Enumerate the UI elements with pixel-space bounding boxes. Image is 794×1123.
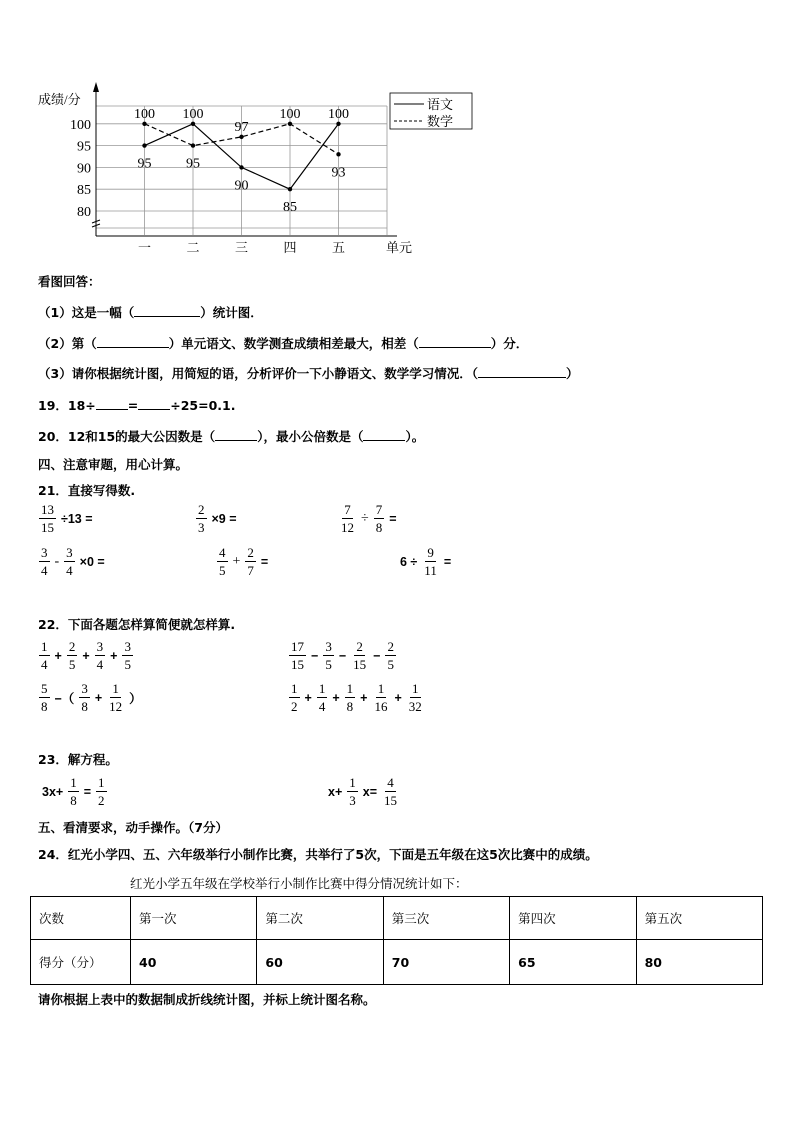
question-23-title: 23．解方程。 [38, 752, 118, 767]
data-point [191, 143, 195, 147]
table-cell: 80 [636, 940, 762, 985]
question-22-title: 22．下面各题怎样算简便就怎样算. [38, 617, 236, 632]
calc-item: $\frac{7}{12}$ ÷ $\frac{7}{8}$ = [341, 502, 397, 535]
data-label: 85 [283, 200, 297, 216]
section-4-heading: 四、注意审题，用心计算。 [38, 457, 189, 472]
data-label: 93 [331, 165, 346, 181]
fraction: $\frac{1}{8}$ [346, 681, 354, 714]
fraction: $\frac{1}{2}$ [291, 681, 298, 714]
table-cell: 第一次 [131, 897, 257, 940]
expression-2 [288, 640, 397, 671]
fraction: $\frac{3}{4}$ [96, 639, 104, 672]
q18-part2: （2）第（ ）单元语文、数学测查成绩相差最大，相差（ ）分． [38, 336, 529, 351]
operator: + [82, 648, 90, 663]
table-cell: 第三次 [383, 897, 509, 940]
data-point [336, 122, 340, 126]
table-title: 红光小学五年级在学校举行小制作比赛中得分情况统计如下： [130, 876, 468, 891]
legend-label: 语文 [427, 97, 454, 112]
fraction: $\frac{3}{5}$ [124, 639, 131, 672]
data-label: 90 [234, 178, 249, 194]
operator: 3x+ [42, 784, 64, 799]
table-cell: 40 [131, 940, 257, 985]
fraction: $\frac{1}{4}$ [318, 681, 326, 714]
table-cell: 65 [510, 940, 636, 985]
x-axis-label: 单元 [385, 240, 413, 255]
table-cell: 60 [257, 940, 383, 985]
operator: + [304, 690, 312, 705]
data-point [191, 122, 195, 126]
fraction: $\frac{1}{8}$ [70, 775, 77, 808]
fraction: $\frac{1}{4}$ [41, 639, 48, 672]
question-20: 20．12和15的最大公因数是（ ），最小公倍数是（ ）。 [38, 429, 425, 444]
calc-item: $\frac{3}{4}$ - $\frac{3}{4}$ ×0 = [41, 545, 105, 578]
table-cell: 得分（分） [31, 940, 131, 985]
fraction: $\frac{1}{32}$ [408, 681, 422, 714]
fraction: $\frac{1}{2}$ [98, 775, 105, 808]
operator: + [332, 690, 340, 705]
x-tick-label: 四 [283, 240, 297, 255]
table-cell: 第二次 [257, 897, 383, 940]
data-point [142, 122, 146, 126]
operator: + [54, 648, 62, 663]
expression-4 [288, 682, 425, 713]
operator: = [83, 784, 92, 799]
legend-label: 数学 [427, 114, 454, 129]
data-label: 100 [279, 106, 301, 122]
x-tick-label: 二 [186, 240, 200, 255]
data-point [142, 143, 146, 147]
data-label: 97 [234, 119, 249, 135]
operator: x= [362, 784, 378, 799]
fraction: $\frac{5}{8}$ [41, 681, 48, 714]
question-24-instruction: 请你根据上表中的数据制成折线统计图，并标上统计图名称。 [38, 992, 376, 1007]
calc-item: 6 ÷ $\frac{9}{11}$ = [400, 545, 452, 578]
y-tick-label: 95 [77, 139, 91, 155]
operator: −（ [54, 691, 75, 706]
expression-1 [38, 640, 134, 671]
y-axis-arrow [93, 82, 99, 92]
operator: − [311, 648, 319, 663]
data-label: 100 [328, 106, 349, 122]
data-label: 95 [186, 156, 200, 172]
table-cell: 次数 [31, 897, 131, 940]
operator: + [360, 690, 368, 705]
table-cell: 第五次 [636, 897, 762, 940]
x-tick-label: 五 [331, 240, 346, 255]
calc-item: $\frac{2}{3}$ ×9 = [198, 502, 237, 535]
fraction: $\frac{2}{5}$ [387, 639, 394, 672]
fraction: $\frac{3}{8}$ [81, 681, 88, 714]
y-tick-label: 85 [77, 183, 91, 199]
data-point [239, 135, 243, 139]
fraction: $\frac{4}{15}$ [384, 775, 398, 808]
table-cell: 第四次 [510, 897, 636, 940]
score-line-chart [0, 0, 480, 265]
q18-part3: （3）请你根据统计图，用简短的语，分析评价一下小静语文、数学学习情况．（ ） [38, 366, 579, 381]
table-cell: 70 [383, 940, 509, 985]
data-point [239, 165, 243, 169]
q18-part1: （1）这是一幅（ ）统计图． [38, 305, 263, 320]
equation-1 [38, 776, 108, 807]
operator: − [373, 648, 381, 663]
y-tick-label: 100 [70, 117, 91, 133]
equation-2 [324, 776, 400, 807]
fraction: $\frac{3}{5}$ [325, 639, 332, 672]
fraction: $\frac{1}{3}$ [349, 775, 356, 808]
y-axis-label: 成绩/分 [38, 92, 81, 107]
question-19: 19．18÷ = ÷25=0.1. [38, 398, 236, 413]
operator: ） [129, 691, 142, 706]
question-24-intro: 24．红光小学四、五、六年级举行小制作比赛，共举行了5次，下面是五年级在这5次比赛中的成绩。 [38, 847, 598, 862]
data-point [336, 152, 340, 156]
x-tick-label: 三 [234, 240, 249, 255]
x-tick-label: 一 [137, 240, 152, 255]
fraction: $\frac{2}{5}$ [68, 639, 76, 672]
data-point [288, 187, 292, 191]
operator: − [338, 648, 347, 663]
fraction: $\frac{1}{16}$ [374, 681, 388, 714]
question-prompt: 看图回答： [38, 274, 101, 289]
calc-item: $\frac{4}{5}$ + $\frac{2}{7}$ = [219, 545, 269, 578]
question-21-title: 21．直接写得数. [38, 483, 136, 498]
fraction: $\frac{2}{15}$ [353, 639, 367, 672]
table-row [31, 940, 763, 985]
section-5-heading: 五、看清要求，动手操作。（7分） [38, 820, 228, 835]
data-label: 100 [134, 106, 155, 122]
operator: x+ [328, 784, 343, 799]
data-label: 100 [182, 106, 204, 122]
data-label: 95 [137, 156, 152, 172]
operator: + [94, 690, 103, 705]
table-header-row [31, 897, 763, 940]
y-tick-label: 80 [77, 205, 91, 220]
fraction: $\frac{17}{15}$ [291, 639, 304, 672]
operator: + [110, 648, 118, 663]
data-point [288, 122, 292, 126]
y-tick-label: 90 [77, 161, 91, 177]
fraction: $\frac{1}{12}$ [109, 681, 123, 714]
expression-3 [38, 682, 146, 713]
calc-item: $\frac{13}{15}$ ÷13 = [41, 502, 93, 535]
operator: + [394, 690, 402, 705]
score-table [30, 896, 763, 985]
